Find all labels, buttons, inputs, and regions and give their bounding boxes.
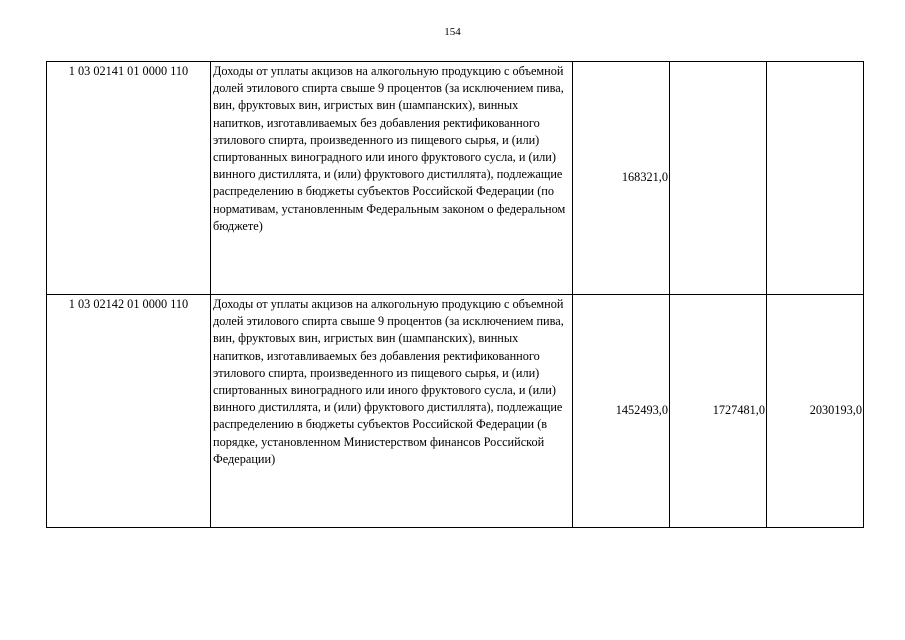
amount-year-1: 168321,0 — [573, 62, 670, 295]
amount-year-1: 1452493,0 — [573, 295, 670, 528]
budget-classification-code: 1 03 02141 01 0000 110 — [47, 62, 211, 295]
amount-year-3 — [767, 62, 864, 295]
table-row — [47, 62, 864, 295]
revenue-description: Доходы от уплаты акцизов на алкогольную продукцию с объемной долей этилового спирта свыше 9 процентов (за исключением пива, вин, фруктовых вин, игристых вин (шампанских), винных напитков, изготавливаемых без добавления ректификованного этилового спирта, произведенного из пищевого сырья, и (или) спиртованных виноградного или иного фруктового сусла, и (или) винного дистиллята, и (или) фруктового дистиллята), подлежащие распределению в бюджеты субъектов Российской Федерации (по нормативам, установленным Федеральным законом о федеральном бюджете) — [211, 62, 573, 295]
budget-classification-code: 1 03 02142 01 0000 110 — [47, 295, 211, 528]
table-row — [47, 295, 864, 528]
revenue-description: Доходы от уплаты акцизов на алкогольную продукцию с объемной долей этилового спирта свыше 9 процентов (за исключением пива, вин, фруктовых вин, игристых вин (шампанских), винных напитков, изготавливаемых без добавления ректификованного этилового спирта, произведенного из пищевого сырья, и (или) спиртованных виноградного или иного фруктового сусла, и (или) винного дистиллята, и (или) фруктового дистиллята), подлежащие распределению в бюджеты субъектов Российской Федерации (в порядке, установленном Министерством финансов Российской Федерации) — [211, 295, 573, 528]
amount-year-2: 1727481,0 — [670, 295, 767, 528]
page-number: 154 — [444, 26, 461, 38]
amount-year-2 — [670, 62, 767, 295]
budget-revenue-table — [46, 61, 864, 528]
amount-year-3: 2030193,0 — [767, 295, 864, 528]
